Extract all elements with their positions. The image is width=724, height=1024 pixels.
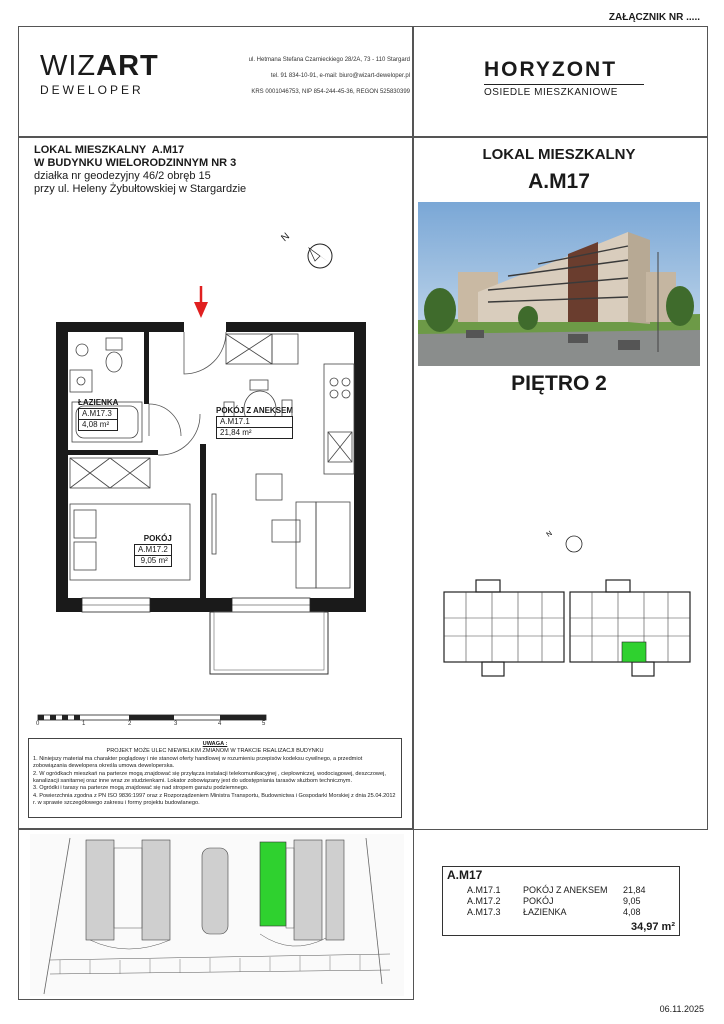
estate-logo [484, 58, 644, 98]
compass-rose [279, 228, 338, 272]
desc-line1: LOKAL MIESZKALNY A.M17 [34, 144, 185, 156]
area-table [442, 866, 680, 936]
room-label [134, 534, 172, 567]
notes-box [28, 738, 402, 818]
room-id: A.M17.2 [134, 544, 172, 555]
scale-tick-0: 0 [36, 721, 40, 727]
bathroom-label [78, 398, 118, 431]
note-1: 1. Niniejszy materiał ma charakter poglądowy i nie stanowi oferty handlowej w rozumieniu przepisów kodeksu cywilnego, a przedmiot zobowiązania dewelopera określa umowa deweloperska. [33, 755, 363, 770]
document-date: 06.11.2025 [659, 1004, 704, 1014]
panel-unit: A.M17 [528, 170, 590, 193]
company-logo [40, 52, 159, 97]
row-name: POKÓJ [523, 896, 554, 906]
contact-phone-email: tel. 91 834-10-91, e-mail: biuro@wizart-deweloper.pl [270, 73, 410, 79]
scale-tick-5: 5 [262, 721, 266, 727]
desc-line2: W BUDYNKU WIELORODZINNYM NR 3 [34, 157, 237, 169]
key-plan [436, 578, 698, 682]
bathroom-area: 4,08 m² [78, 419, 118, 431]
keyplan-compass-icon [544, 528, 588, 556]
scale-tick-4: 4 [218, 721, 222, 727]
estate-sub: OSIEDLE MIESZKANIOWE [484, 87, 618, 98]
floor-plan [50, 284, 380, 684]
logo-sub: DEWELOPER [40, 83, 144, 97]
area-total: 34,97 m² [630, 921, 675, 933]
contact-address: ul. Hetmana Stefana Czarnieckiego 28/2A, 73 - 110 Stargard [248, 57, 410, 63]
bathroom-name: ŁAZIENKA [78, 398, 119, 407]
row-area: 4,08 [623, 907, 641, 917]
note-3: 3. Ogródki i tarasy na parterze mogą znajdować się nad stropem garażu podziemnego. [33, 785, 249, 792]
scale-tick-3: 3 [174, 721, 178, 727]
table-row [443, 896, 679, 907]
living-id: A.M17.1 [216, 416, 293, 427]
svg-text:N: N [545, 530, 554, 539]
desc-line4: przy ul. Heleny Żybułtowskiej w Stargardzie [34, 183, 247, 195]
scale-bar [36, 710, 276, 734]
row-name: ŁAZIENKA [523, 907, 567, 917]
notes-subtitle: PROJEKT MOŻE ULEC NIEWIELKIM ZMIANOM W TRAKCIE REALIZACJI BUDYNKU [106, 748, 324, 755]
row-area: 9,05 [623, 896, 641, 906]
contact-registry: KRS 0001046753, NIP 854-244-45-36, REGON 525830399 [251, 89, 410, 95]
logo-art: ART [96, 50, 159, 82]
unit-description [34, 144, 246, 196]
room-area: 9,05 m² [134, 555, 172, 567]
notes-title: UWAGA : [202, 741, 228, 747]
scale-tick-1: 1 [82, 721, 86, 727]
building-rendering [418, 202, 700, 366]
attachment-label: ZAŁĄCZNIK NR ..... [608, 12, 700, 23]
floor-label: PIĘTRO 2 [511, 372, 607, 395]
row-id: A.M17.3 [467, 907, 501, 917]
panel-title: LOKAL MIESZKALNY [482, 146, 636, 163]
area-table-title: A.M17 [447, 868, 483, 882]
table-row [443, 907, 679, 918]
row-name: POKÓJ Z ANEKSEM [523, 885, 608, 895]
row-area: 21,84 [623, 885, 646, 895]
compass-letter: N [279, 230, 292, 245]
living-label [216, 406, 293, 439]
company-contact [214, 56, 410, 97]
scale-tick-2: 2 [128, 721, 132, 727]
highlighted-unit [622, 642, 646, 662]
row-id: A.M17.2 [467, 896, 501, 906]
table-row [443, 885, 679, 896]
note-4: 4. Powierzchnia zgodna z PN ISO 9836:1997 oraz z Rozporządzeniem Ministra Transportu, Budownictwa i Gospodarki Morskiej z dnia 25.04.2012 r. w sprawie szczegółowego zakresu i formy projektu budowlanego. [33, 792, 396, 807]
note-2: 2. W ogródkach mieszkań na parterze mogą znajdować się przyłącza instalacji telekomunikacyjnej , ciepłowniczej, wodociągowej, deszczowej, kanalizacji sanitarnej oraz inne wraz ze studzienkami. Lokator zobowiązany jest do udostępniania tarasów służbom technicznym. [33, 770, 386, 785]
logo-wiz: WIZ [40, 50, 97, 82]
room-name: POKÓJ [143, 534, 172, 543]
estate-name: HORYZONT [484, 58, 644, 85]
row-id: A.M17.1 [467, 885, 501, 895]
desc-line3: działka nr geodezyjny 46/2 obręb 15 [34, 170, 211, 182]
living-name: POKÓJ Z ANEKSEM [216, 406, 294, 415]
bathroom-id: A.M17.3 [78, 408, 118, 419]
entry-arrow-icon [194, 286, 208, 318]
living-area: 21,84 m² [216, 427, 293, 439]
site-plan [30, 834, 404, 996]
